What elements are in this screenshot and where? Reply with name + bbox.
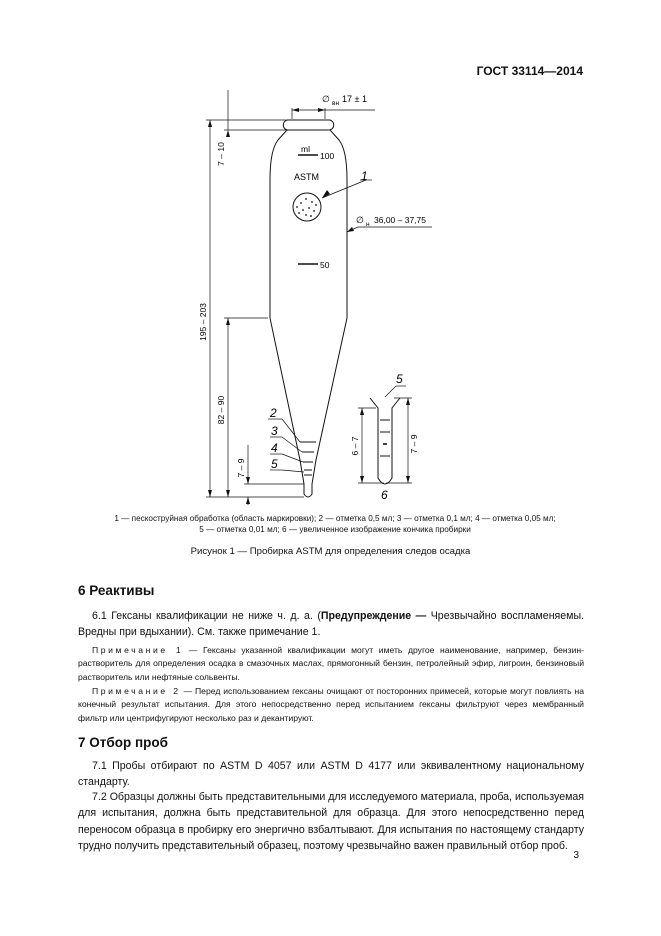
mark-100: 100 (320, 151, 335, 161)
page-number: 3 (573, 850, 579, 861)
callout-2: 2 (270, 406, 277, 420)
legend-line-2: 5 — отметка 0,01 мл; 6 — увеличенное изображение кончика пробирки (199, 525, 471, 534)
top-diameter-symbol: ∅ (322, 94, 330, 104)
p61-end: Чрезвычайно воспламеняемы. Вредны при вдыхании). См. также примечание 1. (78, 610, 585, 639)
dim-7-9: 7 – 9 (236, 458, 246, 478)
section-6-title: 6 Реактивы (78, 583, 155, 598)
ml-label: ml (301, 144, 310, 154)
outer-diameter-value: 36,00 – 37,75 (374, 215, 426, 225)
callout-4: 4 (271, 441, 278, 455)
note-2-text: — Перед использованием гексаны очищают от посторонних примесей, которые могут повлиять на конечный результат испытания. Для этого непосредственно перед испытанием гексаны фильтруют через мембранный фильтр или центрифугируют несколько раз и декантируют. (78, 686, 584, 723)
tube-tip-detail (370, 398, 400, 484)
note-2-label: Примечание 2 (92, 686, 181, 696)
outer-diameter-symbol: ∅ (356, 215, 364, 225)
dim-82-90: 82 – 90 (216, 395, 226, 425)
p61-warning: Предупреждение — (320, 610, 427, 622)
callout-1: 1 (361, 169, 368, 183)
top-diameter-value: 17 ± 1 (342, 94, 367, 104)
legend-line-1: 1 — пескоструйная обработка (область маркировки); 2 — отметка 0,5 мл; 3 — отметка 0,1 мл; 4 — отметка 0,05 мл; (114, 514, 556, 523)
outer-diameter-sub: н (366, 221, 370, 228)
paragraph-6-1 (78, 608, 584, 641)
figure-legend (70, 513, 600, 535)
dim-195-203: 195 – 203 (198, 303, 208, 341)
figure-title: Рисунок 1 — Пробирка ASTM для определения следов осадка (190, 546, 471, 557)
note-2 (78, 685, 584, 725)
standard-code: ГОСТ 33114—2014 (476, 64, 583, 78)
mark-50: 50 (320, 260, 330, 270)
top-diameter-sub: вн (332, 100, 340, 107)
section-7-title: 7 Отбор проб (78, 735, 168, 750)
callout-6: 6 (381, 488, 388, 502)
astm-label: ASTM (294, 172, 320, 182)
note-1-text: — Гексаны указанной квалификации могут иметь другое наименование, например, бензин-растворитель для определения осадка в смазочных маслах, прямогонный бензин, петролейный эфир, лигроин, бензиновый растворитель или нефтяные сольвенты. (78, 645, 584, 682)
paragraph-7-2: 7.2 Образцы должны быть представительными для исследуемого материала, проба, используемая для испытания, должна быть представительной для образца. Для этого непосредственно перед переносом образца в пробирку его энергично взбалтывают. Для испытания по настоящему стандарту трудно получить представительный образец, поэтому чрезвычайно важен правильный отбор проб. (78, 791, 584, 852)
callout-3: 3 (271, 424, 278, 438)
paragraph-7-1: 7.1 Пробы отбирают по ASTM D 4057 или ASTM D 4177 или эквивалентному национальному стандарту. (78, 760, 584, 789)
callout-5: 5 (271, 457, 278, 471)
callout-5-detail: 5 (396, 372, 403, 386)
dim-7-9-right: 7 – 9 (409, 434, 419, 454)
p61-start: 6.1 Гексаны квалификации не ниже ч. д. а. ( (92, 610, 321, 622)
dim-6-7: 6 – 7 (350, 436, 360, 456)
dim-7-10: 7 – 10 (216, 142, 226, 166)
note-1-label: Примечание 1 (92, 645, 184, 655)
note-1 (78, 644, 584, 684)
